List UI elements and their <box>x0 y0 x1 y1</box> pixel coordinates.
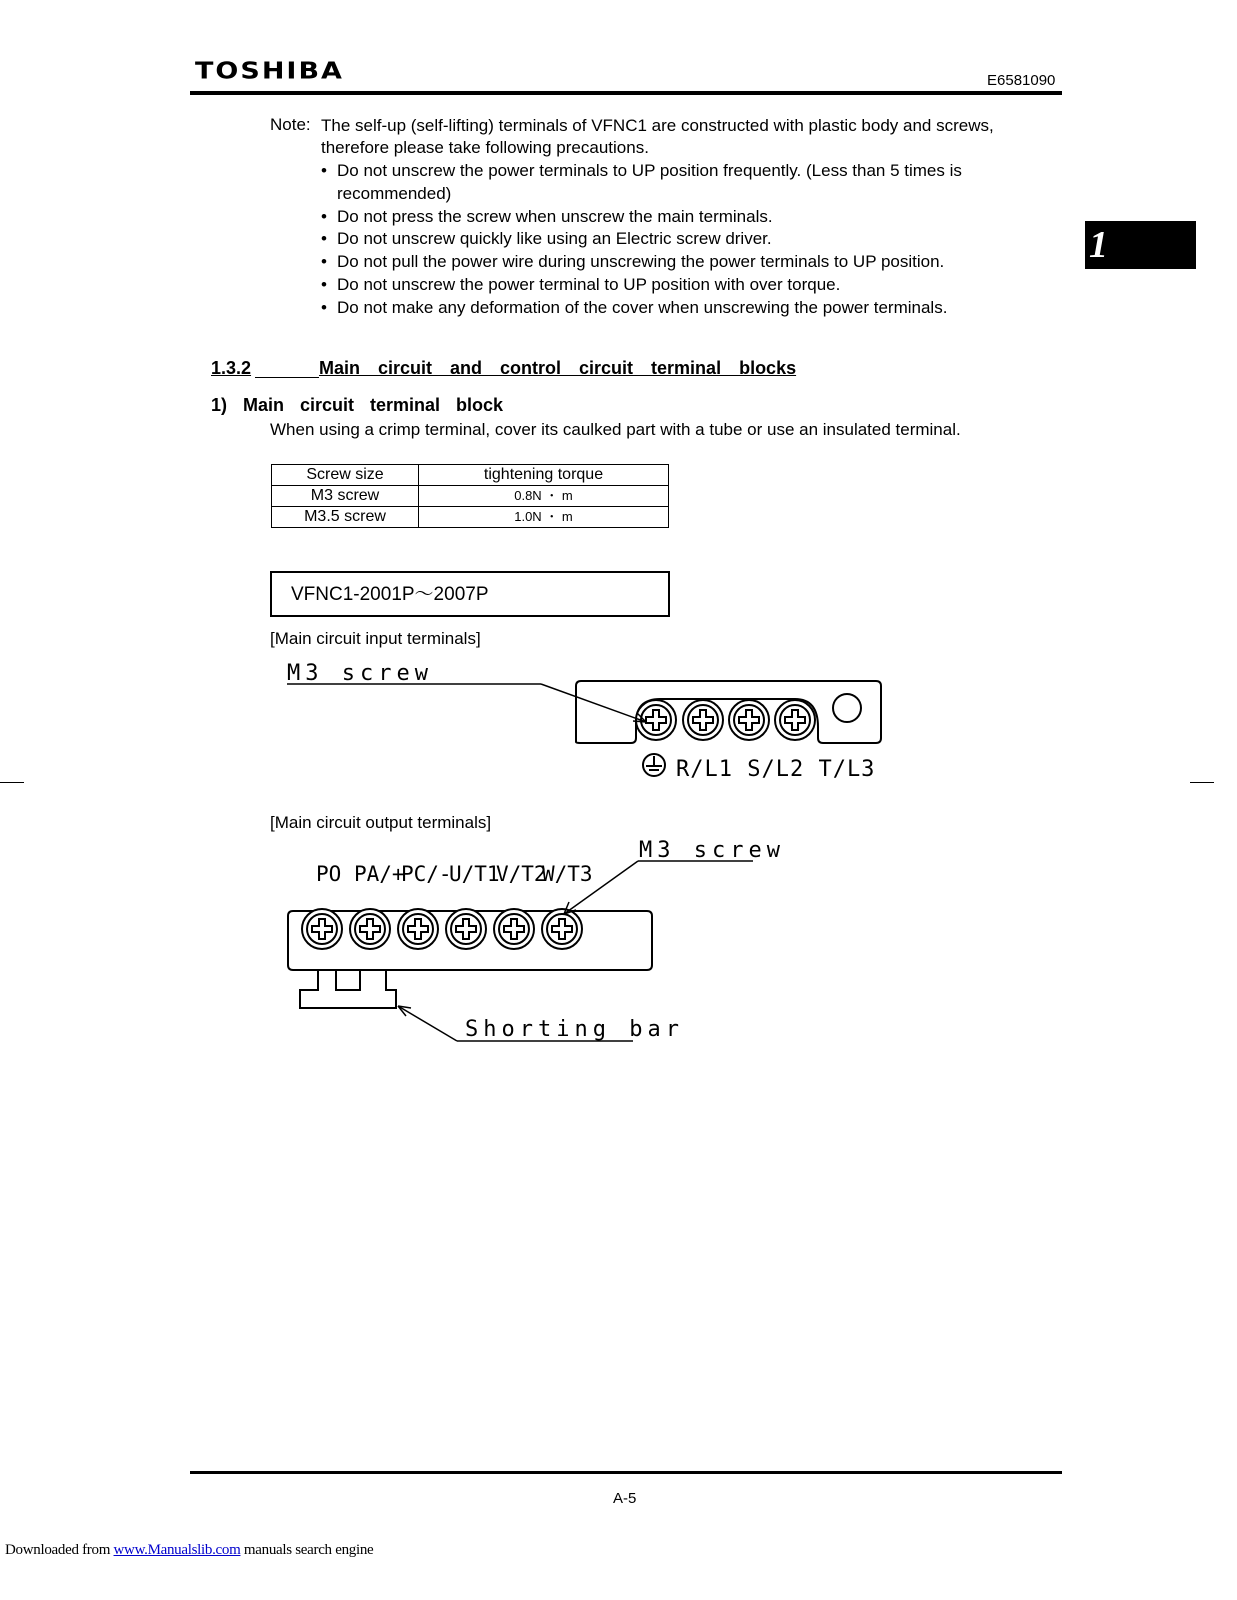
output-terminal-label-w: W/T3 <box>542 862 593 886</box>
input-terminal-labels: R/L1 S/L2 T/L3 <box>676 757 876 782</box>
table-cell: M3.5 screw <box>272 507 419 528</box>
precaution-item: • Do not make any deformation of the cover when unscrewing the power terminals. <box>321 297 1021 320</box>
precaution-item: • Do not unscrew the power terminal to UP position with over torque. <box>321 274 1021 297</box>
output-terminal-block <box>288 909 652 1008</box>
manualslib-link[interactable]: www.Manualslib.com <box>113 1542 241 1558</box>
output-terminal-label-po: PO <box>316 862 342 886</box>
footer-rule <box>190 1471 1062 1474</box>
section-number: 1.3.2 <box>211 358 252 378</box>
note-text: The self-up (self-lifting) terminals of VFNC1 are constructed with plastic body and screws, therefore please take following precautions. <box>321 116 994 157</box>
toshiba-logo: TOSHIBA <box>195 58 344 85</box>
output-terminal-label-u: U/T1 <box>449 862 500 886</box>
footer-suffix: manuals search engine <box>240 1542 374 1558</box>
screw-icon <box>446 909 486 949</box>
screw-icon <box>683 700 723 740</box>
screw-icon <box>775 700 815 740</box>
shorting-bar-label: Shorting bar <box>465 1017 684 1042</box>
table-cell: 1.0N ・ m <box>419 507 669 528</box>
screw-icon <box>542 909 582 949</box>
screw-icon <box>398 909 438 949</box>
table-header-cell: tightening torque <box>419 465 669 486</box>
screw-icon <box>302 909 342 949</box>
intro-text: When using a crimp terminal, cover its caulked part with a tube or use an insulated terminal. <box>270 420 961 439</box>
document-number: E6581090 <box>987 72 1056 89</box>
screw-icon <box>729 700 769 740</box>
note-prefix: Note: <box>270 115 311 134</box>
ground-icon <box>643 754 665 776</box>
input-terminal-block <box>576 681 881 743</box>
subsection-title: 1) Main circuit terminal block <box>211 395 504 415</box>
input-terminals-caption: [Main circuit input terminals] <box>270 629 481 648</box>
mounting-hole <box>833 694 861 722</box>
input-screw-label: M3 screw <box>287 661 433 686</box>
output-terminal-label-pc: PC/- <box>401 862 452 886</box>
table-header-cell: Screw size <box>272 465 419 486</box>
precaution-item: • Do not unscrew quickly like using an Electric screw driver. <box>321 228 1021 251</box>
section-title: Main circuit and control circuit terminal blocks <box>319 358 797 378</box>
precaution-item: • Do not unscrew the power terminals to UP position frequently. (Less than 5 times is recommended) <box>321 160 1021 206</box>
chapter-tab: 1 <box>1085 221 1196 269</box>
precaution-item: • Do not press the screw when unscrew the main terminals. <box>321 206 1021 229</box>
model-range-box: VFNC1-2001P～2007P <box>270 571 670 617</box>
table-cell: 0.8N ・ m <box>419 486 669 507</box>
screw-icon <box>494 909 534 949</box>
precaution-item: • Do not pull the power wire during unscrewing the power terminals to UP position. <box>321 251 1021 274</box>
output-terminal-label-v: V/T2 <box>496 862 547 886</box>
footer-prefix: Downloaded from <box>5 1542 114 1558</box>
output-terminals-caption: [Main circuit output terminals] <box>270 813 492 832</box>
output-screw-label: M3 screw <box>639 838 785 863</box>
output-terminal-label-pa: PA/+ <box>354 862 405 886</box>
table-cell: M3 screw <box>272 486 419 507</box>
input-screw-callout <box>287 684 646 722</box>
download-footer <box>5 1542 373 1559</box>
screw-icon <box>350 909 390 949</box>
page-number: A-5 <box>613 1490 637 1507</box>
